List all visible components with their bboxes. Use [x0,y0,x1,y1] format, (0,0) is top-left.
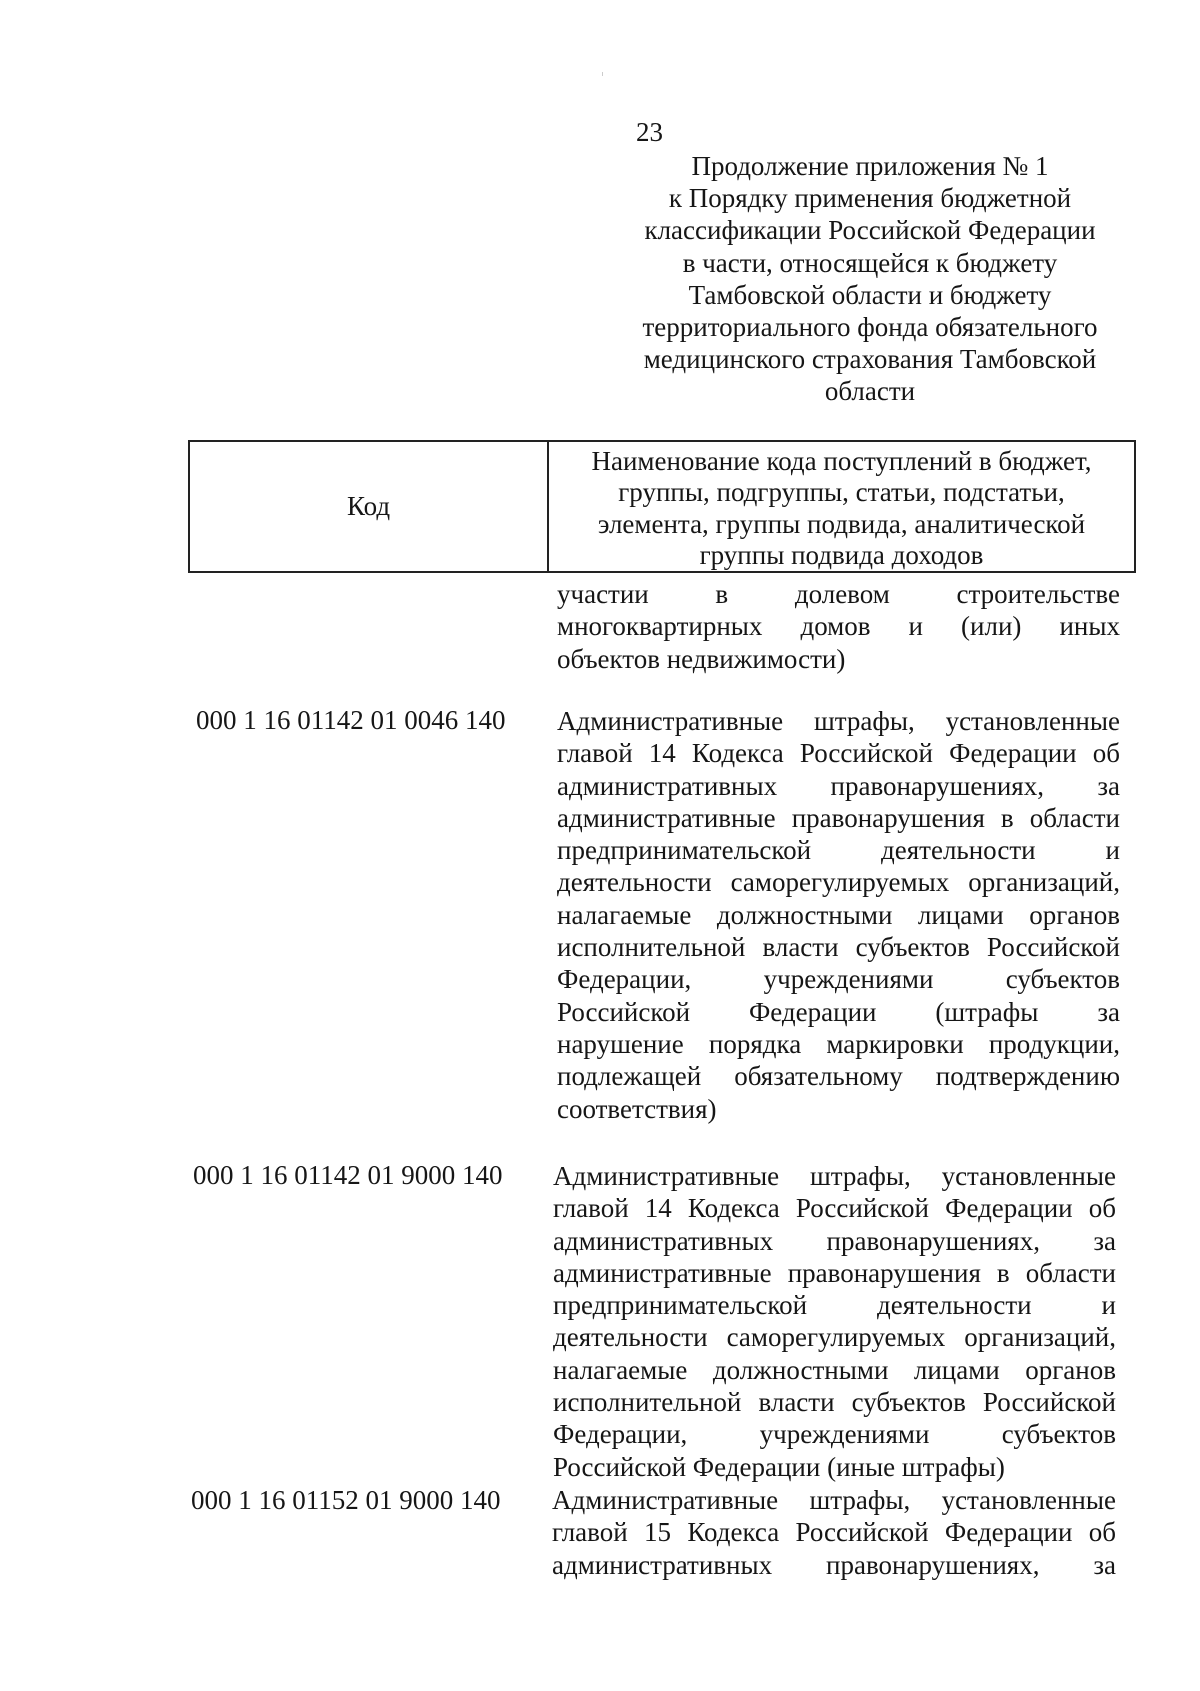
appendix-header-line: территориального фонда обязательного [642,312,1098,343]
description-line: деятельности саморегулируемых организаций, [553,1322,1116,1353]
description-line: Российской Федерации (иные штрафы) [553,1451,1005,1482]
description-line: исполнительной власти субъектов Российской [557,932,1120,963]
description-line: объектов недвижимости) [557,643,846,674]
column-header-name-line: группы подвида доходов [699,540,984,570]
appendix-header-line: в части, относящейся к бюджету [682,247,1058,278]
description-line: Административные штрафы, установленные [557,706,1120,736]
appendix-header-line: к Порядку применения бюджетной [668,183,1072,214]
row-description [552,1484,1116,1581]
scan-artifact [602,72,603,76]
description-line: предпринимательской деятельности и [553,1290,1116,1321]
description-line: соответствия) [557,1093,717,1124]
row-code: 000 1 16 01142 01 0046 140 [196,705,506,735]
description-line: административных правонарушениях, за [557,770,1120,801]
description-line: Федерации, учреждениями субъектов [553,1419,1116,1450]
table-header [188,440,1136,573]
description-line: деятельности саморегулируемых организаций, [557,867,1120,898]
appendix-header-line: классификации Российской Федерации [644,215,1096,246]
row-code: 000 1 16 01142 01 9000 140 [193,1160,503,1190]
column-header-name-line: элемента, группы подвида, аналитической [597,508,1086,539]
column-header-name-line: группы, подгруппы, статьи, подстатьи, [618,477,1065,507]
description-line: главой 14 Кодекса Российской Федерации об [557,738,1120,769]
description-line: участии в долевом строительстве [557,579,1120,609]
description-line: Административные штрафы, установленные [553,1161,1116,1191]
row-code: 000 1 16 01152 01 9000 140 [191,1485,501,1515]
description-line: главой 15 Кодекса Российской Федерации об [552,1517,1116,1548]
description-line: Административные штрафы, установленные [552,1485,1116,1515]
description-line: Российской Федерации (штрафы за [557,996,1120,1027]
description-line: налагаемые должностными лицами органов [553,1354,1116,1385]
description-line: нарушение порядка маркировки продукции, [557,1028,1120,1059]
row-description [557,705,1120,1125]
description-line: административных правонарушениях, за [552,1549,1116,1580]
description-line: исполнительной власти субъектов Российской [553,1387,1116,1418]
description-line: административные правонарушения в области [557,802,1120,833]
column-header-name-line: Наименование кода поступлений в бюджет, [591,445,1092,476]
description-line: главой 14 Кодекса Российской Федерации об [553,1193,1116,1224]
description-line: налагаемые должностными лицами органов [557,899,1120,930]
row-description [553,1160,1116,1483]
row-description [557,578,1120,675]
description-line: подлежащей обязательному подтверждению [557,1061,1120,1092]
page-number: 23 [636,117,663,147]
column-header-code: Код [190,442,549,571]
appendix-header-line: области [824,376,916,407]
appendix-header [620,150,1120,408]
description-line: многоквартирных домов и (или) иных [557,611,1120,642]
appendix-header-line: Тамбовской области и бюджету [688,279,1052,310]
appendix-header-line: Продолжение приложения № 1 [691,151,1049,181]
description-line: предпринимательской деятельности и [557,835,1120,866]
description-line: административных правонарушениях, за [553,1225,1116,1256]
description-line: административные правонарушения в области [553,1257,1116,1288]
appendix-header-line: медицинского страхования Тамбовской [643,344,1097,375]
description-line: Федерации, учреждениями субъектов [557,964,1120,995]
column-header-name [549,442,1134,571]
